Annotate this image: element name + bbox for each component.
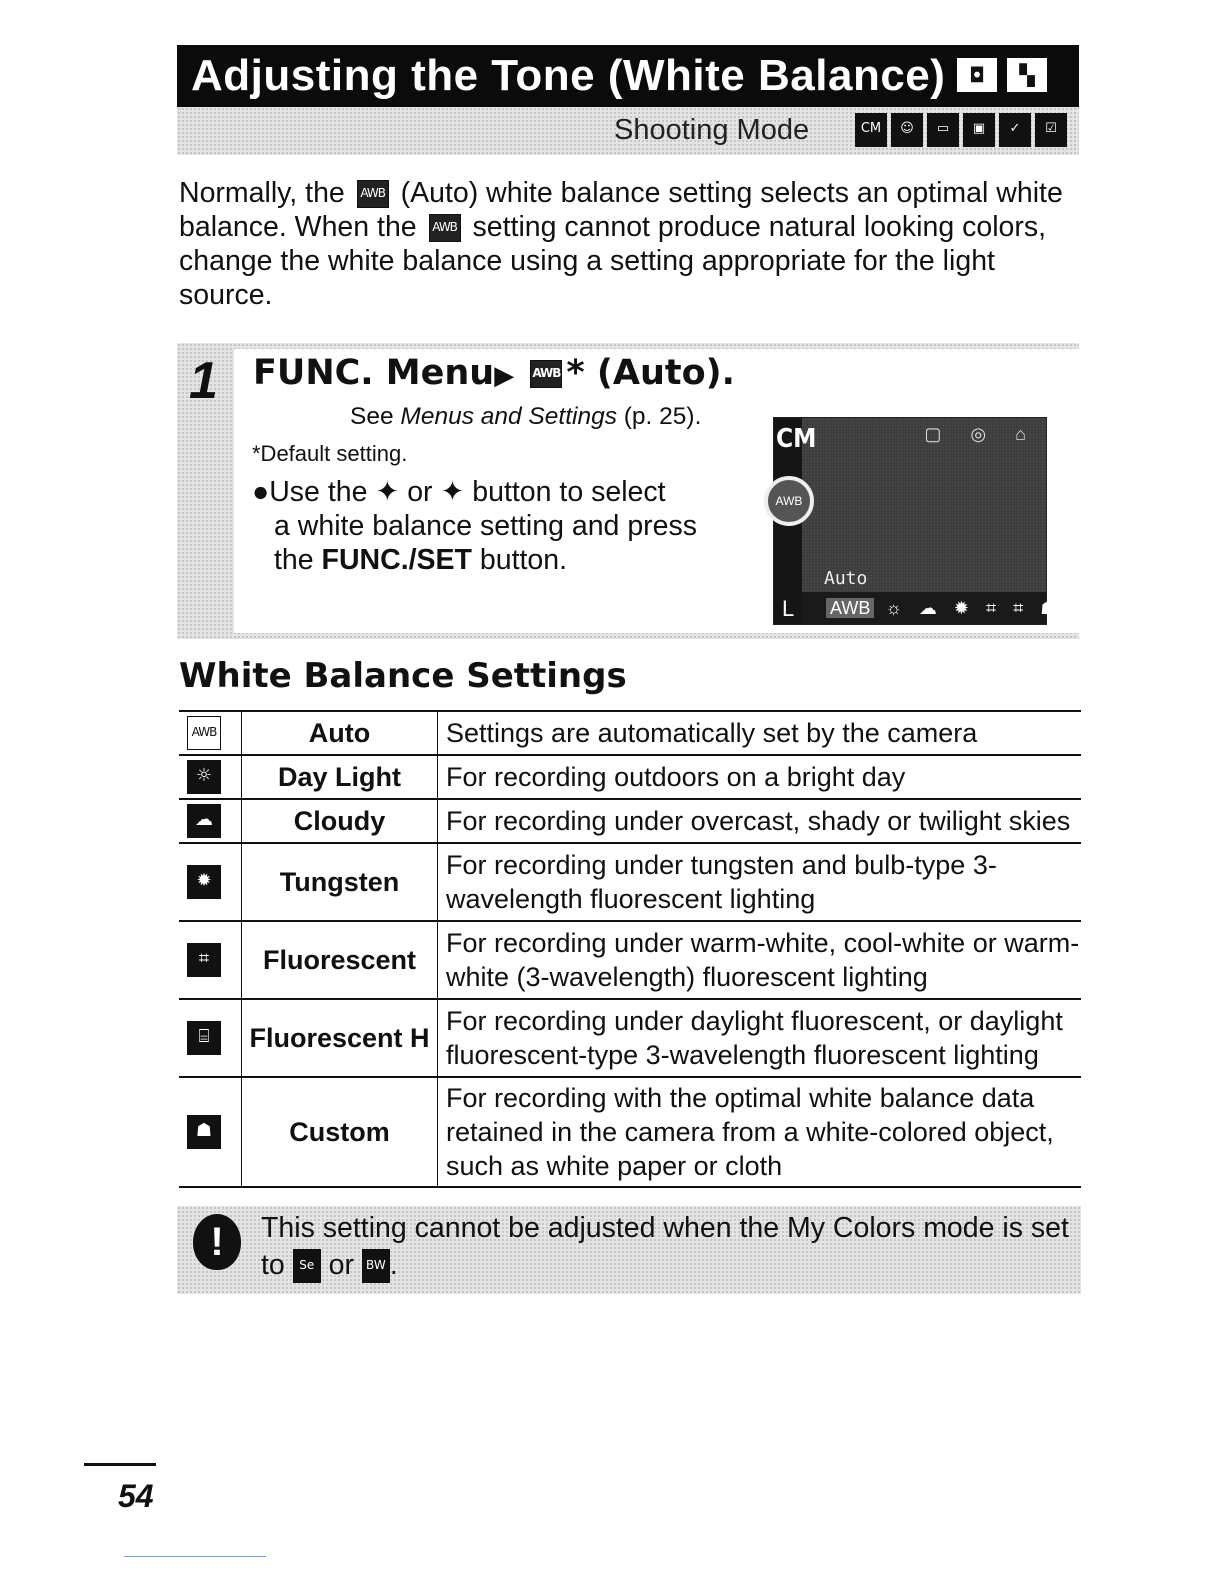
- custom-wb-icon: ☗: [187, 1115, 221, 1149]
- setting-description: For recording with the optimal white balance data retained in the camera from a white-colored object, such as white paper or cloth: [438, 1077, 1082, 1187]
- mode-portrait-icon: ☺: [891, 113, 923, 147]
- setting-description: For recording under overcast, shady or twilight skies: [438, 799, 1082, 843]
- setting-description: For recording outdoors on a bright day: [438, 755, 1082, 799]
- setting-description: For recording under warm-white, cool-white or warm-white (3-wavelength) fluorescent lighting: [438, 921, 1082, 999]
- camera-status-icons: ▢ ◎ ⌂: [924, 424, 1038, 444]
- table-row: [179, 711, 1081, 755]
- caution-text-part: This setting cannot be adjusted when the My Colors mode is set to: [261, 1212, 1069, 1281]
- mode-special-icon: ☑: [1035, 113, 1067, 147]
- intro-text: setting cannot produce natural looking colors, change the white balance using a setting appropriate for the light source.: [179, 211, 1047, 311]
- see-reference: [350, 403, 701, 431]
- caution-text-part: .: [389, 1249, 398, 1281]
- page-title: Adjusting the Tone (White Balance): [191, 51, 946, 100]
- table-row: [179, 999, 1081, 1077]
- setting-name: Tungsten: [242, 843, 438, 921]
- fluorescent-icon: ⌗: [187, 943, 221, 977]
- instruction: [252, 475, 732, 577]
- setting-name: Auto: [242, 711, 438, 755]
- see-prefix: See: [350, 403, 401, 430]
- awb-icon: AWB: [187, 716, 221, 750]
- instruction-line3: [252, 543, 732, 577]
- default-note: *Default setting.: [252, 441, 408, 466]
- caution-text: [261, 1210, 1071, 1284]
- setting-name: Cloudy: [242, 799, 438, 843]
- instruction-text: the: [274, 544, 314, 576]
- see-italic: Menus and Settings: [400, 403, 617, 430]
- title-icons: [957, 58, 1047, 92]
- setting-description: For recording under tungsten and bulb-type 3-wavelength fluorescent lighting: [438, 843, 1082, 921]
- black-white-icon: BW: [362, 1249, 390, 1283]
- camera-mode-label: CM: [776, 424, 817, 454]
- page-number: 54: [118, 1478, 154, 1514]
- camera-screen-image: [773, 417, 1063, 625]
- caution-text-part: or: [328, 1249, 354, 1281]
- instruction-text: Use the: [269, 476, 368, 508]
- camera-size-label: L: [782, 596, 795, 621]
- intro-text: (Auto) white balance setting selects an optimal white balance. When the: [179, 177, 1063, 243]
- daylight-icon: ☼: [187, 760, 221, 794]
- camera-wb-row: [802, 592, 1063, 624]
- awb-icon: AWB: [530, 360, 562, 388]
- right-arrow-icon: ✦: [440, 476, 465, 508]
- shooting-mode-bar: [177, 107, 1079, 155]
- instruction-text: button.: [479, 544, 568, 576]
- step-box: [177, 343, 1079, 639]
- tungsten-icon: ✹: [187, 865, 221, 899]
- fluorescent-h-icon: ⌸: [187, 1021, 221, 1055]
- title-bar: [177, 45, 1079, 107]
- func-set-label: FUNC./SET: [321, 544, 472, 576]
- step-number: 1: [189, 352, 218, 410]
- table-row: [179, 1077, 1081, 1187]
- step-heading-tail: * (Auto).: [566, 353, 735, 393]
- setting-description: For recording under daylight fluorescent, or daylight fluorescent-type 3-wavelength fluorescent lighting: [438, 999, 1082, 1077]
- setting-name: Fluorescent H: [242, 999, 438, 1077]
- page-rule: [84, 1463, 156, 1466]
- table-row: [179, 921, 1081, 999]
- instruction-text: or: [407, 476, 433, 508]
- mode-night-icon: ✓: [999, 113, 1031, 147]
- awb-icon: AWB: [357, 180, 389, 208]
- caution-box: [177, 1206, 1081, 1294]
- setting-name: Custom: [242, 1077, 438, 1187]
- left-arrow-icon: ✦: [375, 476, 400, 508]
- arrow-right-icon: ▶: [494, 361, 515, 391]
- mode-movie-icon: ▣: [963, 113, 995, 147]
- bottom-divider: [124, 1556, 266, 1557]
- mode-stitch-icon: ▭: [927, 113, 959, 147]
- section-title: White Balance Settings: [179, 656, 627, 696]
- instruction-text: a white balance setting and press: [274, 510, 698, 542]
- setting-description: Settings are automatically set by the camera: [438, 711, 1082, 755]
- cloudy-icon: ☁: [187, 804, 221, 838]
- wb-options-icons: ☼ ☁ ✹ ⌗ ⌗ ☗: [885, 598, 1063, 618]
- instruction-text: button to select: [472, 476, 666, 508]
- awb-icon: AWB: [826, 598, 874, 618]
- shooting-mode-label: Shooting Mode: [614, 114, 810, 146]
- intro-paragraph: [179, 176, 1079, 312]
- setting-name: Fluorescent: [242, 921, 438, 999]
- camera-auto-label: Auto: [824, 568, 868, 589]
- table-row: [179, 755, 1081, 799]
- awb-icon: AWB: [429, 214, 461, 242]
- table-row: [179, 799, 1081, 843]
- awb-selected-icon: AWB: [764, 476, 814, 526]
- mode-cm-icon: CM: [855, 113, 887, 147]
- setting-name: Day Light: [242, 755, 438, 799]
- intro-text: Normally, the: [179, 177, 345, 209]
- table-row: [179, 843, 1081, 921]
- step-heading: [253, 353, 735, 393]
- white-balance-table: [179, 710, 1081, 1188]
- see-suffix: (p. 25).: [616, 403, 702, 430]
- caution-icon: !: [193, 1214, 241, 1270]
- bullet-icon: ●: [252, 476, 270, 508]
- movie-icon: ▚: [1007, 58, 1047, 92]
- step-heading-func: FUNC. Menu: [253, 353, 495, 393]
- sepia-icon: Se: [293, 1249, 321, 1283]
- camera-icon: ◘: [957, 58, 997, 92]
- shooting-mode-icons: [855, 113, 1067, 147]
